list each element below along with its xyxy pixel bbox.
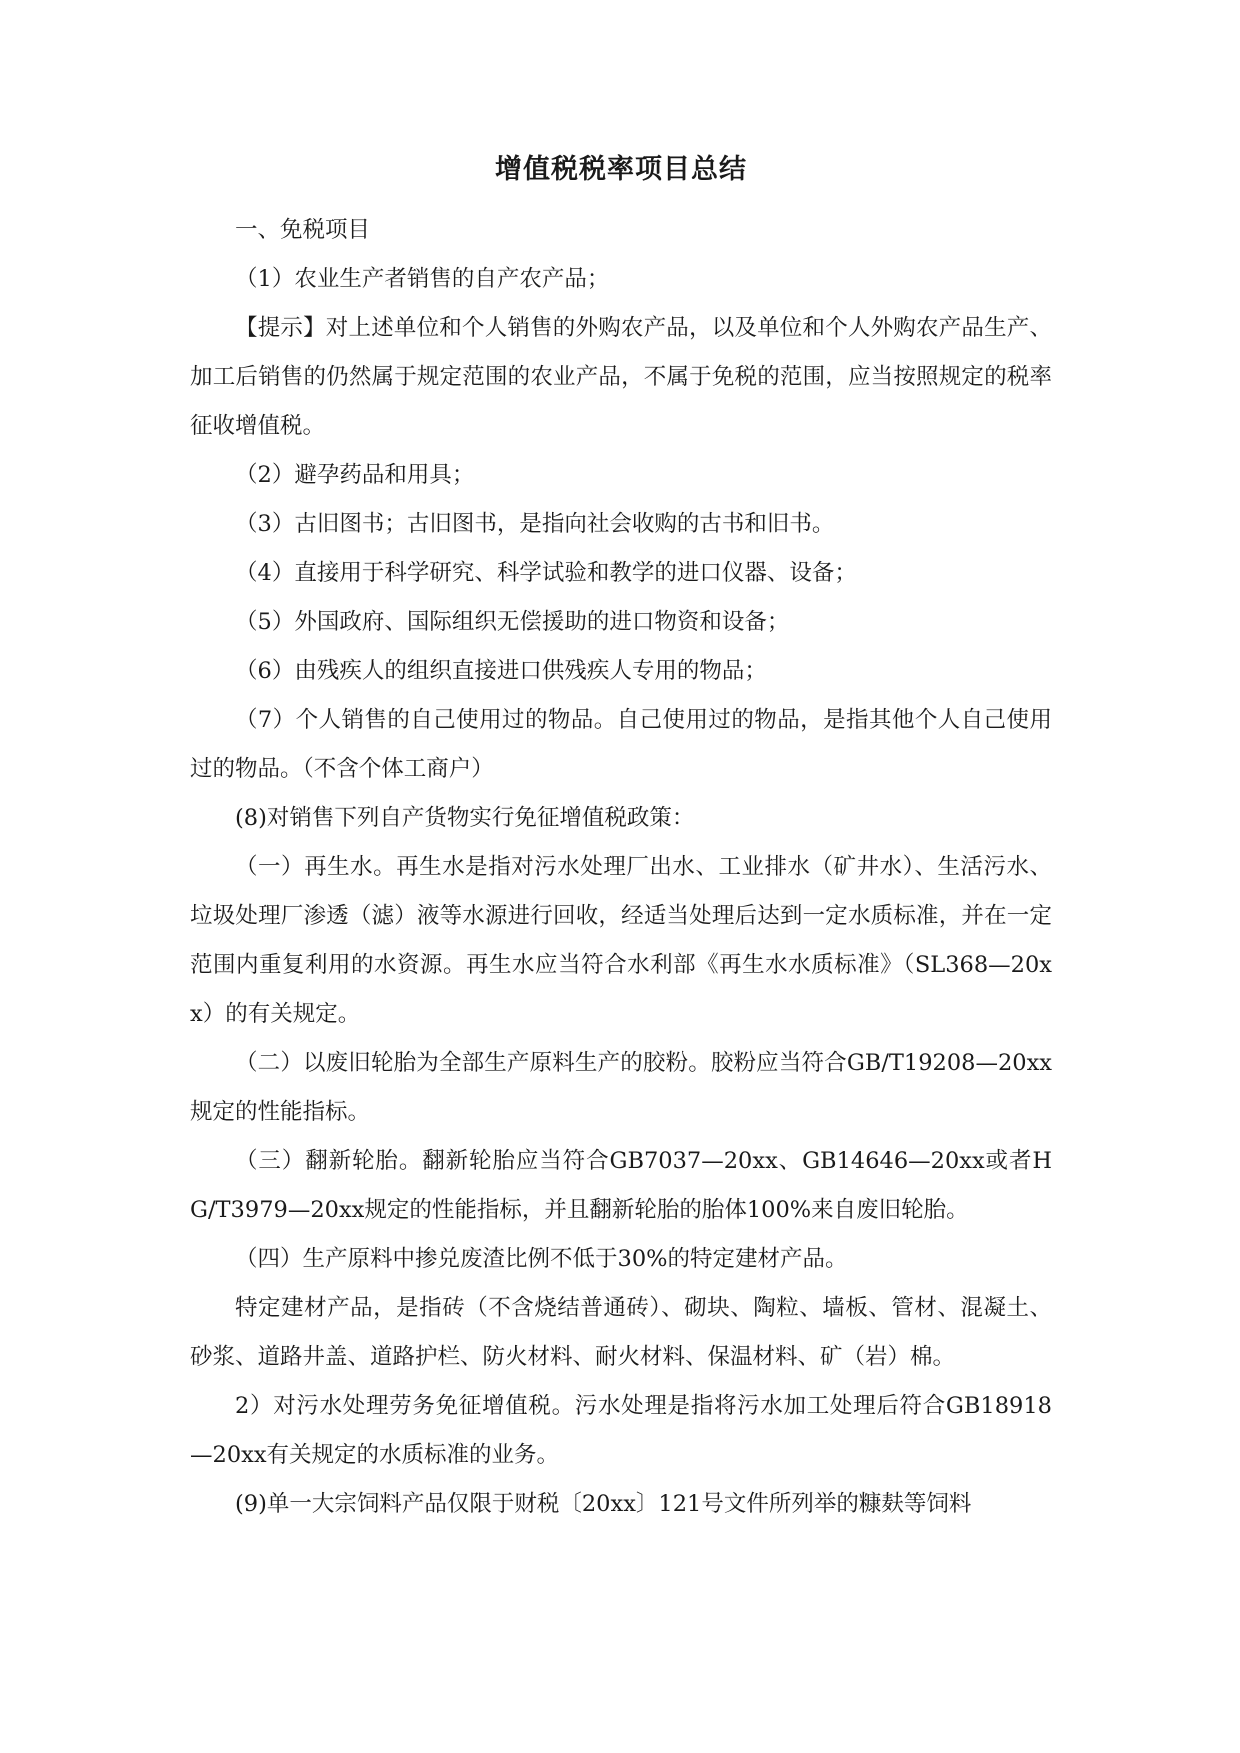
item-6: （6）由残疾人的组织直接进口供残疾人专用的物品；	[235, 658, 767, 684]
item-2: （2）避孕药品和用具；	[235, 462, 475, 488]
building-materials-definition: 特定建材产品，是指砖（不含烧结普通砖）、砌块、陶粒、墙板、管材、混凝土、砂浆、道路井盖、道路护栏、防火材料、耐火材料、保温材料、矿（岩）棉。	[190, 1295, 1052, 1370]
item-7: （7）个人销售的自己使用过的物品。自己使用过的物品，是指其他个人自己使用过的物品。（不含个体工商户）	[190, 707, 1052, 782]
section-heading-tax-exempt: 一、免税项目	[235, 217, 371, 243]
item-1: （1）农业生产者销售的自产农产品；	[235, 266, 610, 292]
document-page	[190, 150, 1052, 1529]
item-8-sub-4: （四）生产原料中掺兑废渣比例不低于30%的特定建材产品。	[235, 1246, 848, 1272]
document-body	[190, 206, 1052, 1529]
item-8-sub-2: （二）以废旧轮胎为全部生产原料生产的胶粉。胶粉应当符合GB/T19208—20xx规定的性能指标。	[190, 1050, 1052, 1125]
item-8: (8)对销售下列自产货物实行免征增值税政策：	[235, 805, 695, 831]
item-5: （5）外国政府、国际组织无偿援助的进口物资和设备；	[235, 609, 790, 635]
item-3: （3）古旧图书；古旧图书，是指向社会收购的古书和旧书。	[235, 511, 835, 537]
sewage-treatment-paragraph: 2）对污水处理劳务免征增值税。污水处理是指将污水加工处理后符合GB18918—20xx有关规定的水质标准的业务。	[190, 1393, 1052, 1468]
document-title: 增值税税率项目总结	[495, 154, 747, 185]
tip-paragraph: 【提示】对上述单位和个人销售的外购农产品，以及单位和个人外购农产品生产、加工后销售的仍然属于规定范围的农业产品，不属于免税的范围，应当按照规定的税率征收增值税。	[190, 315, 1052, 439]
item-9: (9)单一大宗饲料产品仅限于财税〔20xx〕121号文件所列举的糠麸等饲料	[235, 1491, 972, 1517]
item-8-sub-3: （三）翻新轮胎。翻新轮胎应当符合GB7037—20xx、GB14646—20xx或者HG/T3979—20xx规定的性能指标，并且翻新轮胎的胎体100%来自废旧轮胎。	[190, 1148, 1052, 1223]
item-8-sub-1: （一）再生水。再生水是指对污水处理厂出水、工业排水（矿井水）、生活污水、垃圾处理厂渗透（滤）液等水源进行回收，经适当处理后达到一定水质标准，并在一定范围内重复利用的水资源。再生水应当符合水利部《再生水水质标准》（SL368—20xx）的有关规定。	[190, 854, 1052, 1027]
item-4: （4）直接用于科学研究、科学试验和教学的进口仪器、设备；	[235, 560, 857, 586]
